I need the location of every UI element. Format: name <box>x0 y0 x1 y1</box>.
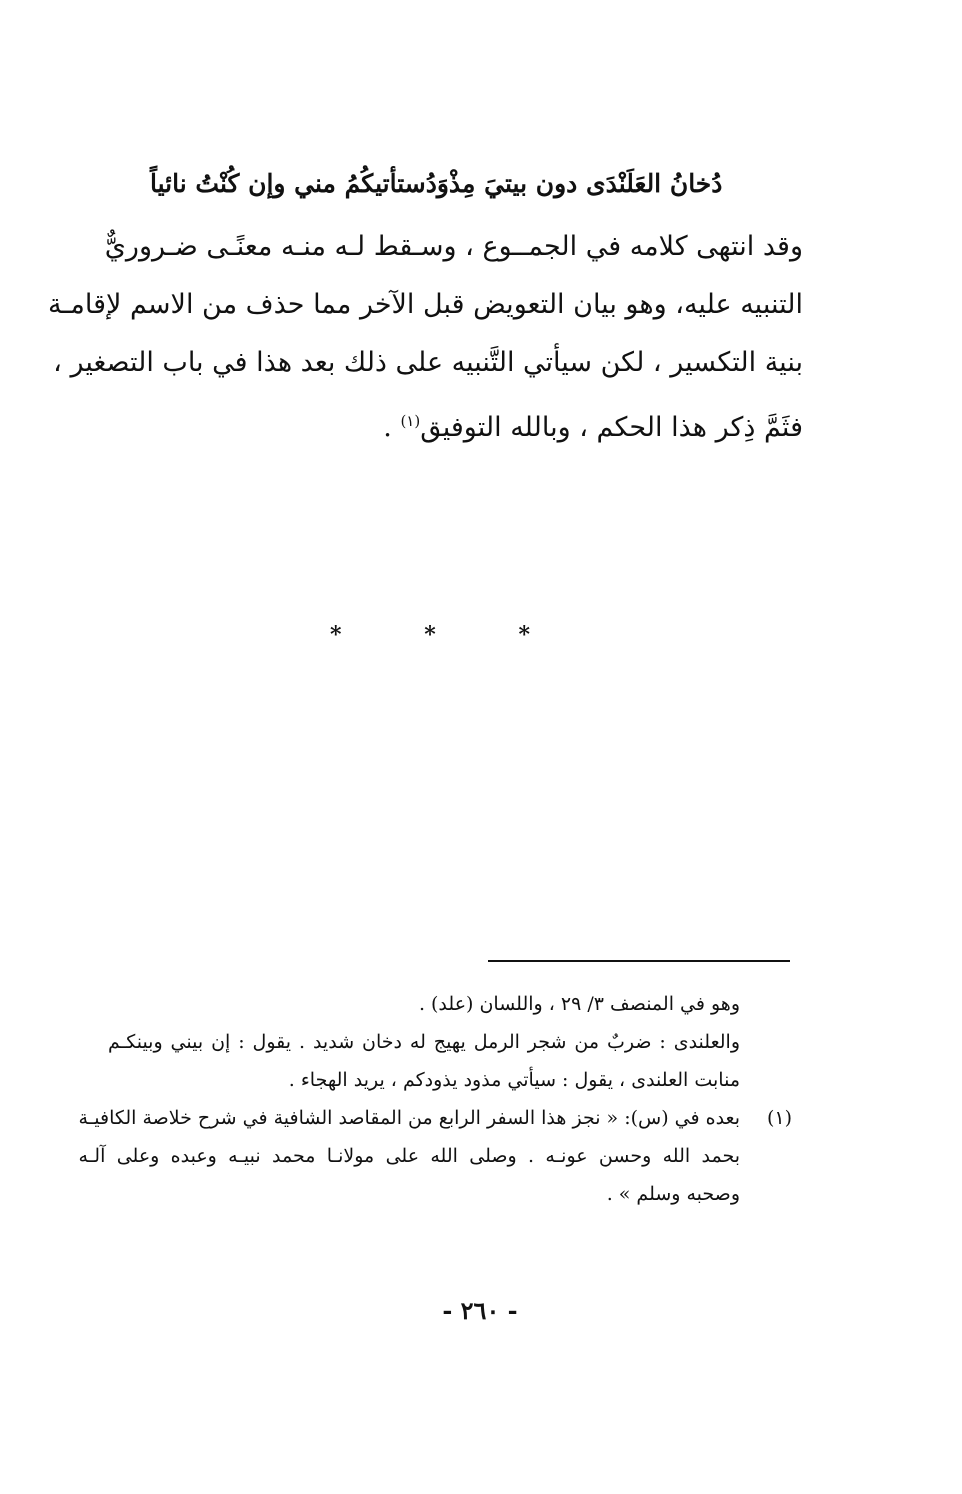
main-text-line: بنية التكسير ، لكن سيأتي التَّنبيه على ذلك بعد هذا في باب التصغير ، <box>53 347 803 378</box>
footnote-line: والعلندى : ضربٌ من شجر الرمل يهيج له دخان شديد . يقول : إن بيني وبينكـم <box>108 1031 740 1053</box>
footnote-line: بحمد الله وحسن عونـه . وصلى الله على مولانـا محمد نبيـه وعبده وعلى آلـه <box>78 1145 740 1167</box>
main-text-line: التنبيه عليه، وهو بيان التعويض قبل الآخر مما حذف من الاسم لإقامـة <box>48 289 803 320</box>
section-separator <box>330 622 530 648</box>
separator-star: * <box>330 622 342 648</box>
footnote-line: وصحبه وسلم » . <box>606 1183 740 1205</box>
footnotes <box>78 985 798 1213</box>
separator-star: * <box>424 622 436 648</box>
poetry-verse <box>150 164 723 204</box>
main-text-last-line <box>118 392 803 457</box>
verse-second-hemistich: دُخانُ العَلَنْدَى دون بيتيَ مِذْوَدُ <box>425 169 723 198</box>
footnote-line: منابت العلندى ، يقول : سيأتي مذود يذودكم ، يريد الهجاء . <box>288 1069 740 1091</box>
footnote-1 <box>78 1099 798 1213</box>
footnote-line: بعده في (س): « نجز هذا السفر الرابع من المقاصد الشافية في شرح خلاصة الكافيـة <box>78 1107 740 1129</box>
main-text-line-end: . <box>383 412 401 443</box>
main-text-line: وقد انتهى كلامه في الجمــوع ، وسـقط لـه منـه معنًـى ضـروريٌّ <box>104 231 803 262</box>
main-text <box>48 218 803 457</box>
footnote-number: (١) <box>766 1107 792 1129</box>
verse-first-hemistich: ستأتيكُمُ مني وإن كُنْتُ نائياً <box>150 169 426 198</box>
page-number: - ٢٦٠ - <box>442 1296 518 1325</box>
separator-star: * <box>518 622 530 648</box>
main-text-line: فثَمَّ ذِكر هذا الحكم ، وبالله التوفيق <box>420 412 803 443</box>
footnote-line: وهو في المنصف ٣/ ٢٩ ، واللسان (علد) . <box>418 993 740 1015</box>
footnote-reference: (١) <box>400 412 421 430</box>
footnote-divider <box>488 960 790 962</box>
footnote-1-body <box>79 1099 740 1213</box>
